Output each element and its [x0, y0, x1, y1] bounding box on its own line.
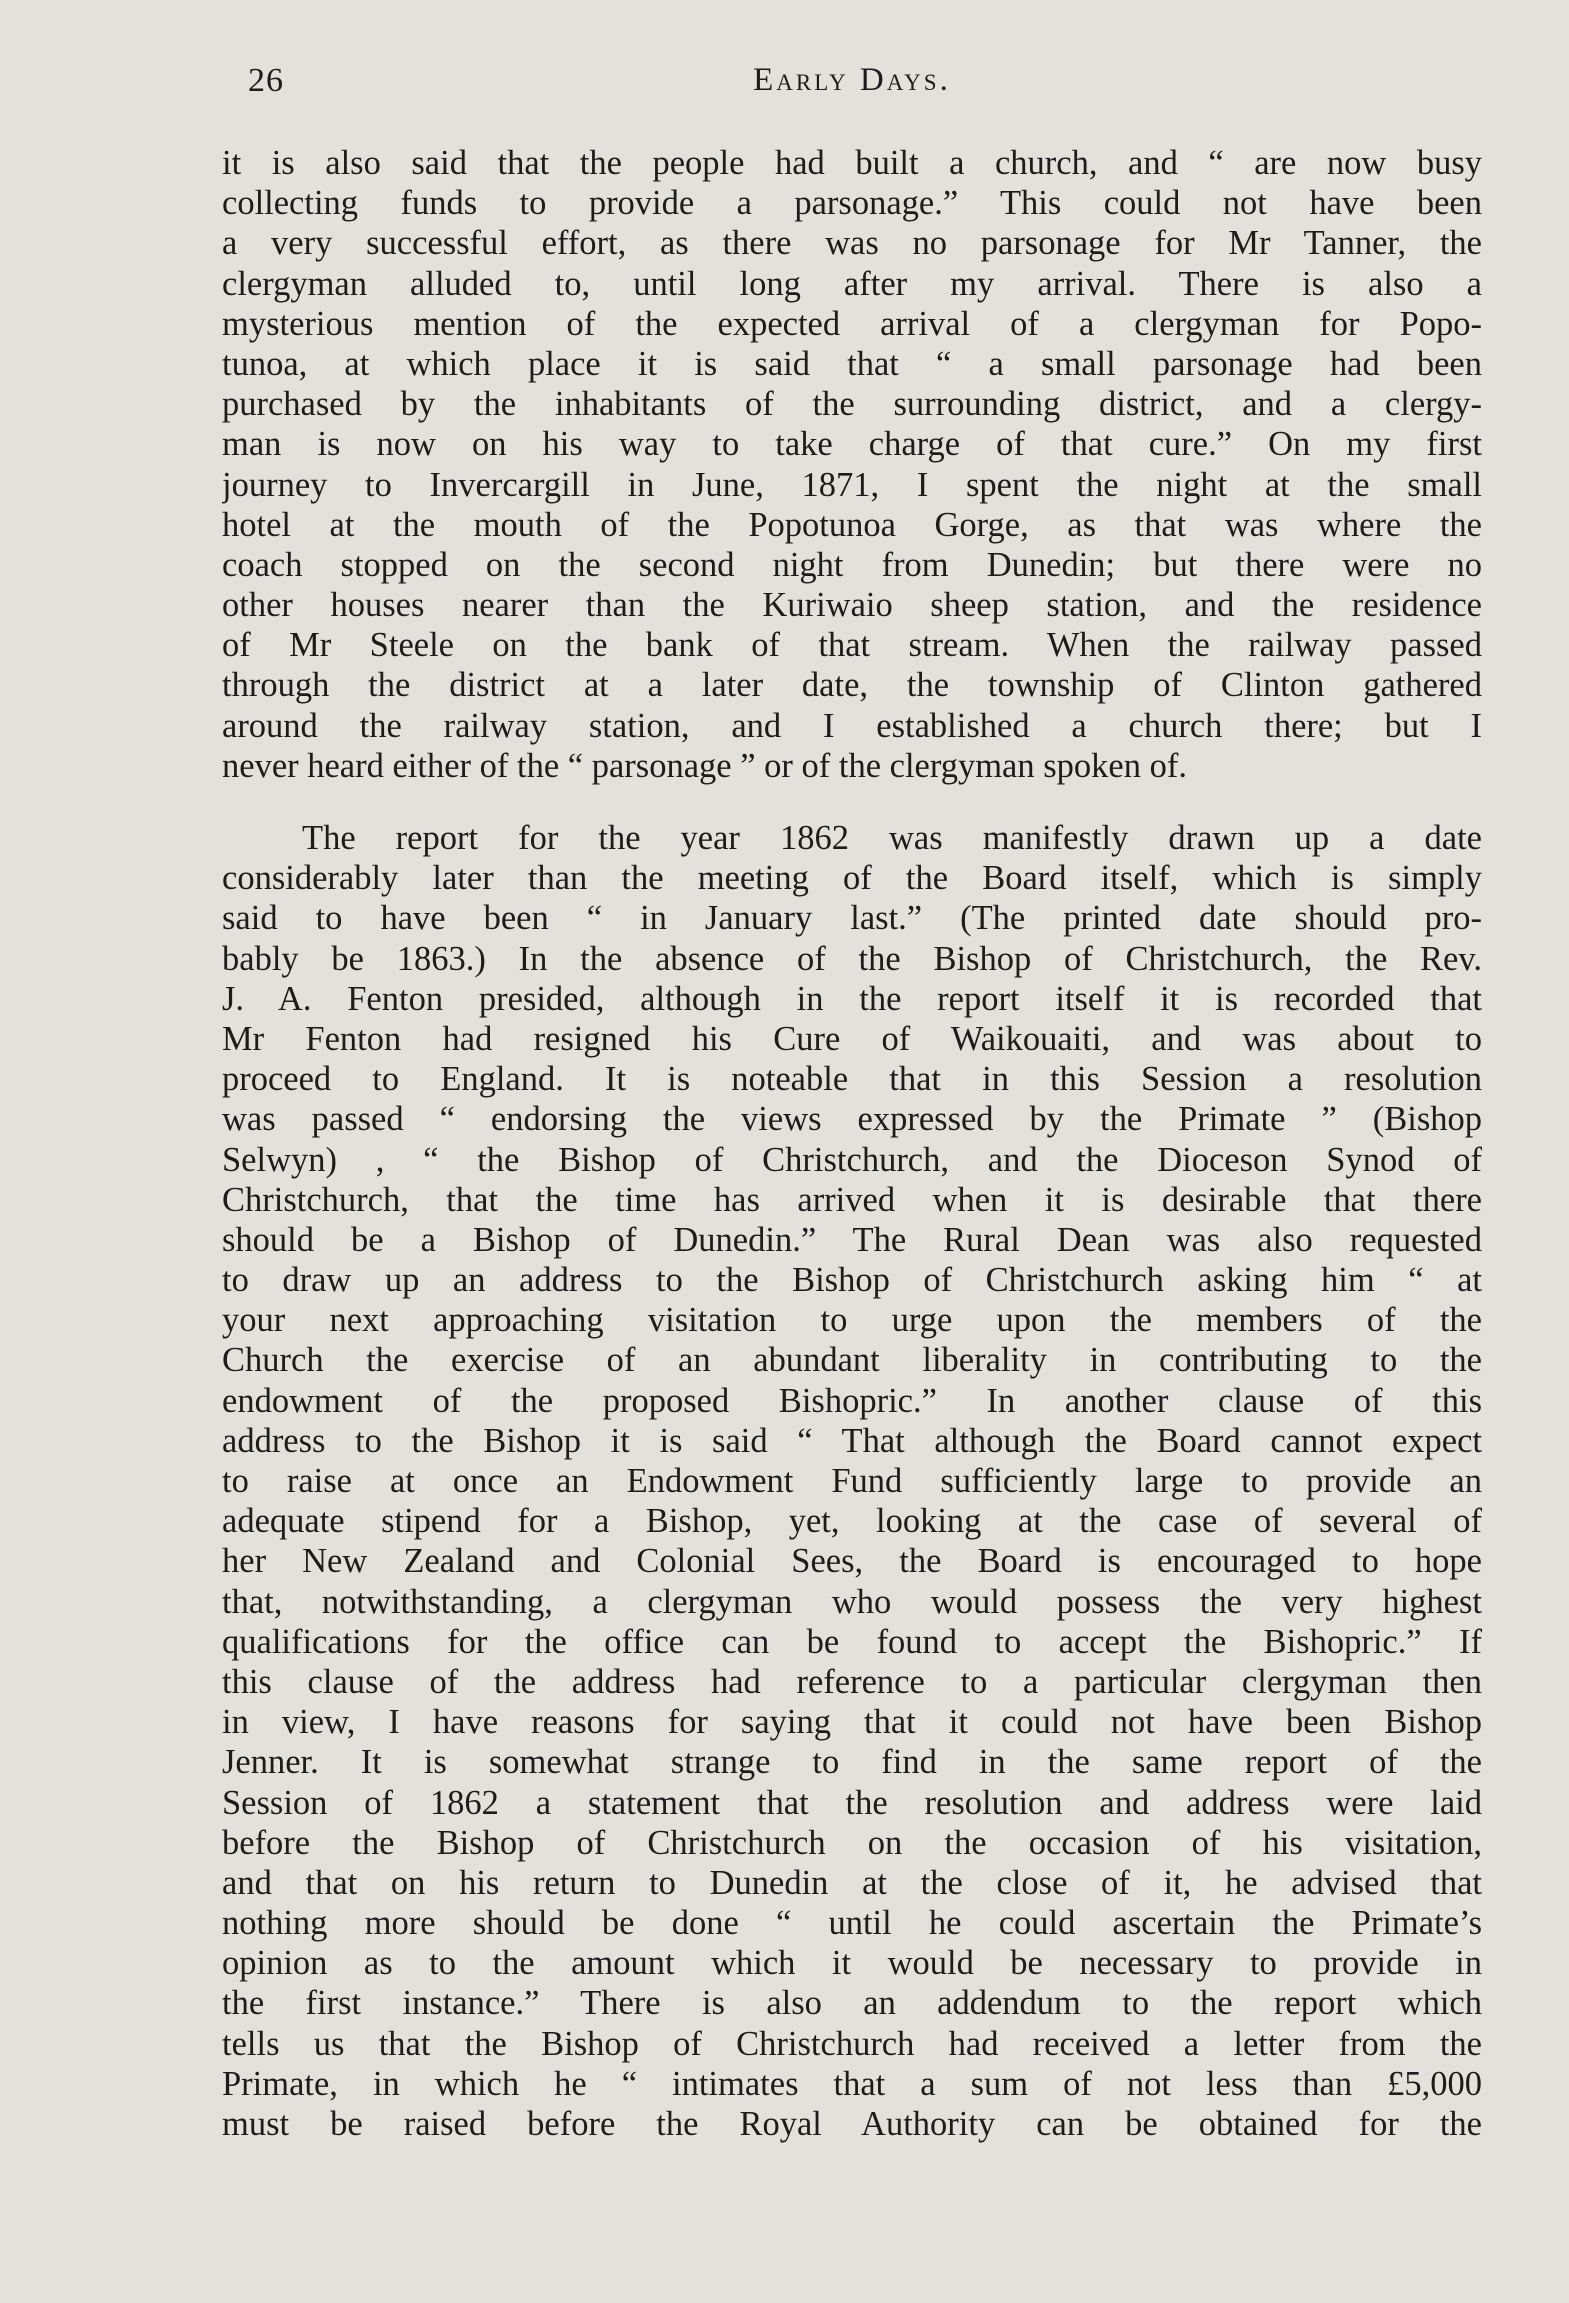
text-line: this clause of the address had reference to a particular clergyman then: [222, 1662, 1482, 1701]
paragraph-2: [222, 818, 1482, 2144]
text-line: Jenner. It is somewhat strange to find in the same report of the: [222, 1743, 1482, 1782]
page-number: 26: [248, 62, 284, 99]
text-line: purchased by the inhabitants of the surrounding district, and a clergy-: [222, 385, 1482, 424]
body-text: [222, 143, 1482, 2144]
text-line: never heard either of the “ parsonage ” or of the clergyman spoken of.: [222, 746, 1187, 785]
text-line: of Mr Steele on the bank of that stream. When the railway passed: [222, 626, 1482, 665]
text-line: hotel at the mouth of the Popotunoa Gorge, as that was where the: [222, 505, 1482, 544]
paragraph-1: [222, 143, 1482, 786]
text-line: Christchurch, that the time has arrived when it is desirable that there: [222, 1180, 1482, 1219]
running-head: Early Days.: [753, 62, 951, 98]
text-line: clergyman alluded to, until long after my arrival. There is also a: [222, 264, 1482, 303]
text-line: Mr Fenton had resigned his Cure of Waikouaiti, and was about to: [222, 1019, 1482, 1058]
text-line: Primate, in which he “ intimates that a sum of not less than £5,000: [222, 2064, 1482, 2103]
text-line: must be raised before the Royal Authority can be obtained for the: [222, 2105, 1482, 2143]
text-line: collecting funds to provide a parsonage.” This could not have been: [222, 184, 1482, 223]
text-line: coach stopped on the second night from Dunedin; but there were no: [222, 545, 1482, 584]
text-line: and that on his return to Dunedin at the close of it, he advised that: [222, 1863, 1482, 1902]
text-line: endowment of the proposed Bishopric.” In another clause of this: [222, 1381, 1482, 1420]
text-line: other houses nearer than the Kuriwaio sheep station, and the residence: [222, 586, 1482, 625]
text-line: through the district at a later date, the township of Clinton gathered: [222, 666, 1482, 705]
text-line: nothing more should be done “ until he could ascertain the Primate’s: [222, 1904, 1482, 1943]
text-line: qualifications for the office can be found to accept the Bishopric.” If: [222, 1622, 1482, 1661]
text-line: Church the exercise of an abundant liberality in contributing to the: [222, 1341, 1482, 1380]
text-line: mysterious mention of the expected arrival of a clergyman for Popo-: [222, 304, 1482, 343]
text-line: adequate stipend for a Bishop, yet, looking at the case of several of: [222, 1502, 1482, 1541]
text-line: in view, I have reasons for saying that it could not have been Bishop: [222, 1703, 1482, 1742]
text-line: to draw up an address to the Bishop of Christchurch asking him “ at: [222, 1261, 1482, 1300]
text-line: a very successful effort, as there was no parsonage for Mr Tanner, the: [222, 224, 1482, 263]
text-line: bably be 1863.) In the absence of the Bishop of Christchurch, the Rev.: [222, 939, 1482, 978]
text-line: your next approaching visitation to urge upon the members of the: [222, 1301, 1482, 1340]
text-line: to raise at once an Endowment Fund sufficiently large to provide an: [222, 1462, 1482, 1500]
text-line: it is also said that the people had built a church, and “ are now busy: [222, 144, 1482, 182]
text-line: her New Zealand and Colonial Sees, the Board is encouraged to hope: [222, 1542, 1482, 1581]
text-line: man is now on his way to take charge of that cure.” On my first: [222, 425, 1482, 464]
text-line: tells us that the Bishop of Christchurch had received a letter from the: [222, 2024, 1482, 2063]
page-header: [222, 62, 1482, 112]
text-line: address to the Bishop it is said “ That although the Board cannot expect: [222, 1421, 1482, 1460]
text-line: J. A. Fenton presided, although in the report itself it is recorded that: [222, 979, 1482, 1018]
text-line: The report for the year 1862 was manifestly drawn up a date: [302, 819, 1482, 857]
text-line: before the Bishop of Christchurch on the occasion of his visitation,: [222, 1823, 1482, 1862]
text-line: Session of 1862 a statement that the resolution and address were laid: [222, 1783, 1482, 1822]
text-line: around the railway station, and I established a church there; but I: [222, 706, 1482, 745]
text-line: was passed “ endorsing the views expressed by the Primate ” (Bishop: [222, 1100, 1482, 1139]
text-line: said to have been “ in January last.” (The printed date should pro-: [222, 899, 1482, 938]
text-line: Selwyn) , “ the Bishop of Christchurch, and the Dioceson Synod of: [222, 1140, 1482, 1179]
text-line: considerably later than the meeting of the Board itself, which is simply: [222, 859, 1482, 898]
text-line: proceed to England. It is noteable that in this Session a resolution: [222, 1060, 1482, 1099]
text-line: that, notwithstanding, a clergyman who would possess the very highest: [222, 1582, 1482, 1621]
text-line: should be a Bishop of Dunedin.” The Rural Dean was also requested: [222, 1220, 1482, 1259]
text-line: journey to Invercargill in June, 1871, I spent the night at the small: [222, 465, 1482, 504]
text-line: the first instance.” There is also an addendum to the report which: [222, 1984, 1482, 2023]
paragraph-gap: [222, 786, 1482, 818]
text-line: tunoa, at which place it is said that “ a small parsonage had been: [222, 344, 1482, 383]
text-line: opinion as to the amount which it would be necessary to provide in: [222, 1944, 1482, 1983]
